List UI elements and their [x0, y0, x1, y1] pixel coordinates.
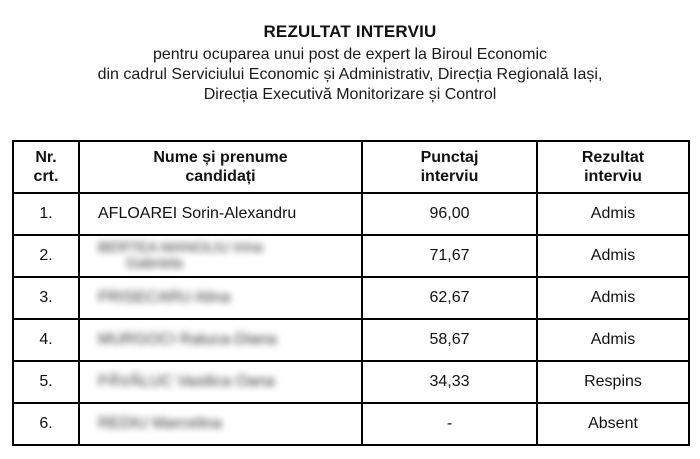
- header-nr-line2: crt.: [33, 168, 59, 185]
- row-result: Admis: [537, 235, 689, 277]
- row-name: [79, 319, 362, 361]
- redacted-name: PRISECARU Alina: [98, 289, 231, 306]
- row-nr: 6.: [13, 403, 79, 445]
- subtitle-line-2: din cadrul Serviciului Economic și Administrativ, Direcția Regională Iași,: [97, 66, 603, 83]
- table-row: [13, 235, 689, 277]
- row-nr: 5.: [13, 361, 79, 403]
- row-nr: 2.: [13, 235, 79, 277]
- row-score: 34,33: [362, 361, 537, 403]
- row-result: Admis: [537, 277, 689, 319]
- redacted-name: [98, 240, 263, 272]
- header-name: [79, 141, 362, 193]
- header-result: [537, 141, 689, 193]
- row-name: [79, 277, 362, 319]
- table-row: [13, 361, 689, 403]
- redacted-name-line2: Gabriela: [126, 254, 183, 272]
- subtitle-line-1: pentru ocuparea unui post de expert la Biroul Economic: [152, 46, 547, 63]
- header-nr: [13, 141, 79, 193]
- header-name-line1: Nume și prenume: [153, 149, 288, 166]
- header-name-line2: candidați: [185, 168, 256, 185]
- redacted-name-line1: BERTEA MANOLIU Irina: [98, 238, 263, 256]
- table-row: [13, 403, 689, 445]
- document-title: REZULTAT INTERVIU: [263, 22, 437, 41]
- table-row: [13, 319, 689, 361]
- row-name: [79, 361, 362, 403]
- row-nr: 1.: [13, 193, 79, 235]
- redacted-name: PĂVĂLUC Vasilica Oana: [98, 373, 275, 390]
- redacted-name: REDIU Marcelina: [98, 415, 222, 432]
- row-result: Admis: [537, 193, 689, 235]
- row-name: [79, 235, 362, 277]
- redacted-name: MURGOCI Raluca-Diana: [98, 331, 277, 348]
- row-result: Admis: [537, 319, 689, 361]
- row-result: Respins: [537, 361, 689, 403]
- row-nr: 4.: [13, 319, 79, 361]
- header-score-line2: interviu: [420, 168, 479, 185]
- header-nr-line1: Nr.: [35, 149, 57, 166]
- results-table: [12, 140, 690, 446]
- row-score: 58,67: [362, 319, 537, 361]
- row-name: [79, 403, 362, 445]
- header-result-line1: Rezultat: [581, 149, 645, 166]
- header-score: [362, 141, 537, 193]
- document-heading: [0, 0, 700, 105]
- row-score: 96,00: [362, 193, 537, 235]
- table-row: [13, 277, 689, 319]
- subtitle-line-3: Direcția Executivă Monitorizare și Control: [203, 86, 497, 103]
- row-nr: 3.: [13, 277, 79, 319]
- row-score: 71,67: [362, 235, 537, 277]
- table-row: [13, 193, 689, 235]
- table-header-row: [13, 141, 689, 193]
- row-name: AFLOAREI Sorin-Alexandru: [79, 193, 362, 235]
- row-score: 62,67: [362, 277, 537, 319]
- header-score-line1: Punctaj: [420, 149, 479, 166]
- row-result: Absent: [537, 403, 689, 445]
- row-score: -: [362, 403, 537, 445]
- header-result-line2: interviu: [584, 168, 642, 185]
